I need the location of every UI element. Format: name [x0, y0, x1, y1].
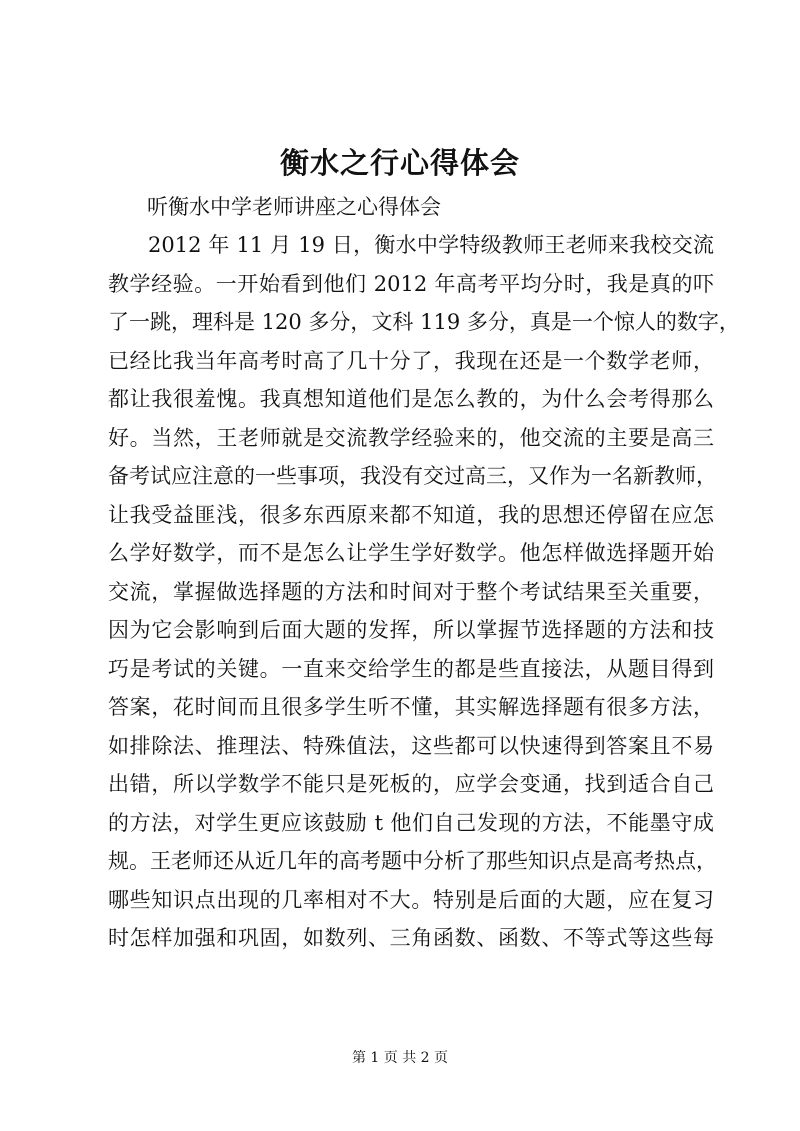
body-line: 出错，所以学数学不能只是死板的，应学会变通，找到适合自己	[108, 772, 714, 796]
body-line: 好。当然，王老师就是交流教学经验来的，他交流的主要是高三	[108, 425, 714, 450]
body-line: 已经比我当年高考时高了几十分了，我现在还是一个数学老师，	[108, 348, 714, 373]
body-line: 都让我很羞愧。我真想知道他们是怎么教的，为什么会考得那么	[108, 387, 714, 411]
body-line: 备考试应注意的一些事项，我没有交过高三，又作为一名新教师，	[108, 464, 717, 488]
body-text	[108, 226, 740, 958]
document-subtitle: 听衡水中学老师讲座之心得体会	[147, 195, 441, 219]
body-line: 规。王老师还从近几年的高考题中分析了那些知识点是高考热点，	[108, 849, 717, 873]
body-line: 哪些知识点出现的几率相对不大。特别是后面的大题，应在复习	[108, 887, 714, 912]
body-line: 时怎样加强和巩固，如数列、三角函数、函数、不等式等这些每	[108, 926, 714, 950]
body-line: 2012 年 11 月 19 日，衡水中学特级教师王老师来我校交流	[148, 233, 714, 257]
body-line: 教学经验。一开始看到他们 2012 年高考平均分时，我是真的吓	[108, 271, 714, 296]
body-line: 巧是考试的关键。一直来交给学生的都是些直接法，从题目得到	[108, 656, 714, 681]
body-line: 因为它会影响到后面大题的发挥，所以掌握节选择题的方法和技	[108, 618, 714, 642]
body-line: 么学好数学，而不是怎么让学生学好数学。他怎样做选择题开始	[108, 541, 714, 565]
document-title: 衡水之行心得体会	[279, 146, 520, 180]
body-line: 如排除法、推理法、特殊值法，这些都可以快速得到答案且不易	[108, 733, 714, 758]
body-line: 交流，掌握做选择题的方法和时间对于整个考试结果至关重要，	[108, 579, 714, 604]
body-line: 的方法，对学生更应该鼓励 t 他们自己发现的方法，不能墨守成	[108, 810, 714, 835]
body-line: 了一跳，理科是 120 多分，文科 119 多分，真是一个惊人的数字，	[108, 310, 740, 334]
body-line: 答案，花时间而且很多学生听不懂，其实解选择题有很多方法，	[108, 695, 714, 719]
page-footer: 第 1 页 共 2 页	[351, 1050, 449, 1066]
body-line: 让我受益匪浅，很多东西原来都不知道，我的思想还停留在应怎	[108, 502, 714, 527]
